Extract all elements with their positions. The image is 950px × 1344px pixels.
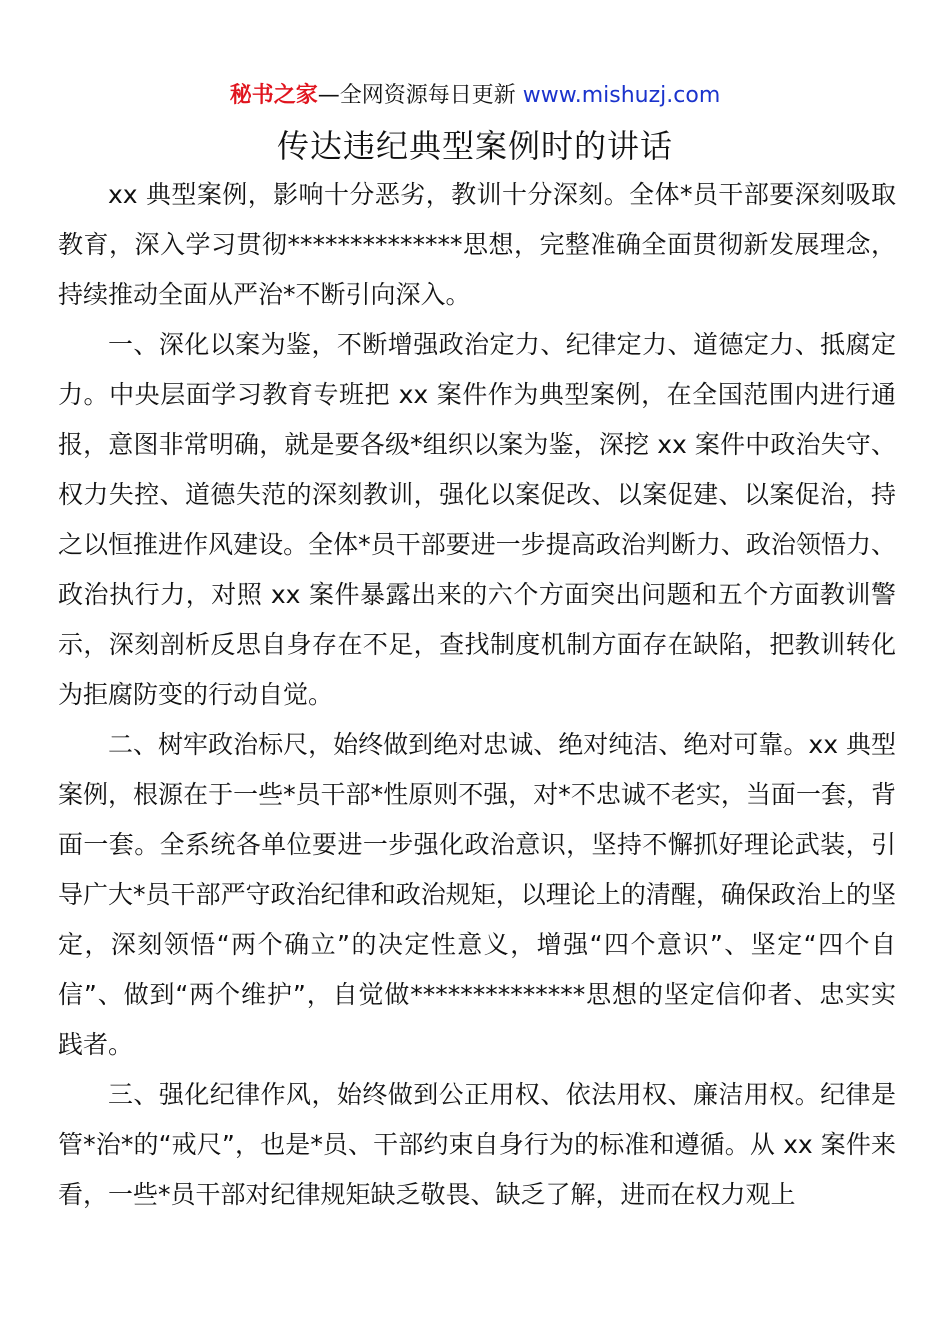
site-url-link[interactable]: www.mishuzj.com [522,83,721,108]
document-title: 传达违纪典型案例时的讲话 [276,127,673,165]
brand-name: 秘书之家 [229,83,318,108]
paragraph-section-three: 三、强化纪律作风，始终做到公正用权、依法用权、廉洁用权。纪律是管*治*的“戒尺”，也是*员、干部约束自身行为的标准和遵循。从 xx 案件来看，一些*员干部对纪律规矩缺乏敬畏、缺乏了解，进而在权力观上 [58,1080,896,1209]
paragraph-section-two: 二、树牢政治标尺，始终做到绝对忠诚、绝对纯洁、绝对可靠。xx 典型案例，根源在于一些*员干部*性原则不强，对*不忠诚不老实，当面一套，背面一套。全系统各单位要进一步强化政治意识，坚持不懈抓好理论武装，引导广大*员干部严守政治纪律和政治规矩，以理论上的清醒，确保政治上的坚定，深刻领悟“两个确立”的决定性意义，增强“四个意识”、坚定“四个自信”、做到“两个维护”，自觉做**************思想的坚定信仰者、忠实实践者。 [58,730,896,1059]
site-header [0,80,950,112]
paragraph-intro: xx 典型案例，影响十分恶劣，教训十分深刻。全体*员干部要深刻吸取教育，深入学习贯彻**************思想，完整准确全面贯彻新发展理念，持续推动全面从严治*不断引向深入。 [58,180,896,309]
header-tagline: —全网资源每日更新 [317,83,523,108]
paragraph-section-one: 一、深化以案为鉴，不断增强政治定力、纪律定力、道德定力、抵腐定力。中央层面学习教育专班把 xx 案件作为典型案例，在全国范围内进行通报，意图非常明确，就是要各级*组织以案为鉴，深挖 xx 案件中政治失守、权力失控、道德失范的深刻教训，强化以案促改、以案促建、以案促治，持之以恒推进作风建设。全体*员干部要进一步提高政治判断力、政治领悟力、政治执行力，对照 xx 案件暴露出来的六个方面突出问题和五个方面教训警示，深刻剖析反思自身存在不足，查找制度机制方面存在缺陷，把教训转化为拒腐防变的行动自觉。 [58,330,896,709]
document-body [58,170,896,1220]
